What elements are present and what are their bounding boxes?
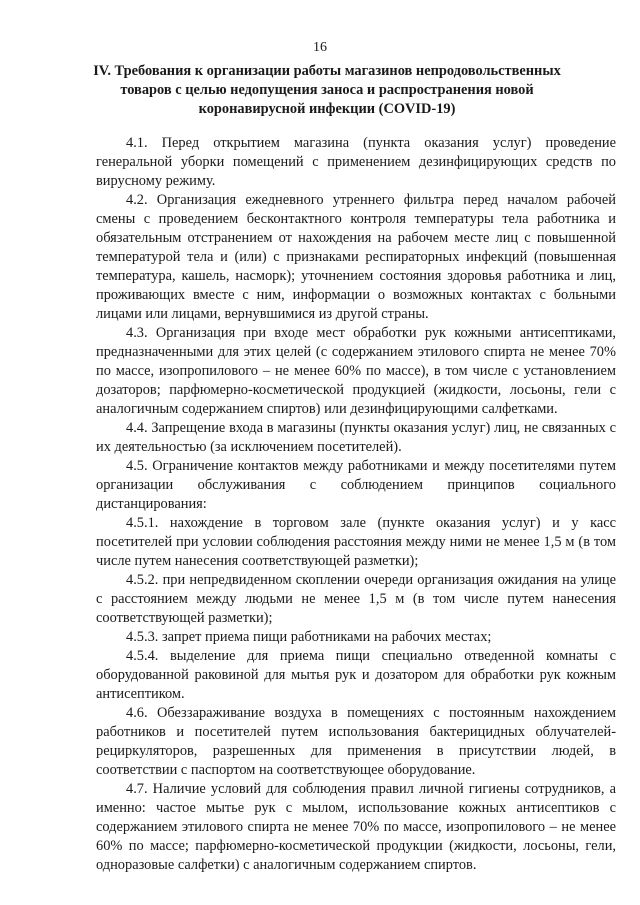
page-number: 16 <box>313 40 327 55</box>
paragraph-4-5-4: 4.5.4. выделение для приема пищи специально отведенной комнаты с оборудованной раковиной для мытья рук и дозатором для обработки рук кожным антисептиком. <box>96 648 616 702</box>
paragraph-4-5-1: 4.5.1. нахождение в торговом зале (пункте оказания услуг) и у касс посетителей при условии соблюдения расстояния между ними не менее 1,5 м (в том числе путем нанесения соответствующей разметки); <box>96 515 616 569</box>
paragraph-4-3: 4.3. Организация при входе мест обработки рук кожными антисептиками, предназначенными для этих целей (с содержанием этилового спирта не менее 70% по массе, изопропилового – не менее 60% по массе), в том числе с установлением дозаторов; парфюмерно-косметической продукцией (жидкости, лосьоны, гели с аналогичным содержанием спиртов) или дезинфицирующими салфетками. <box>96 325 616 417</box>
paragraph-4-5: 4.5. Ограничение контактов между работниками и между посетителями путем организации обслуживания с соблюдением принципов социального дистанцирования: <box>96 458 616 512</box>
paragraph-4-4: 4.4. Запрещение входа в магазины (пункты оказания услуг) лиц, не связанных с их деятельностью (за исключением посетителей). <box>96 420 616 455</box>
section-body <box>96 134 616 875</box>
paragraph-4-5-2: 4.5.2. при непредвиденном скоплении очереди организация ожидания на улице с расстоянием между людьми не менее 1,5 м (в том числе путем нанесения соответствующей разметки); <box>96 572 616 626</box>
section-heading: IV. Требования к организации работы магазинов непродовольственных товаров с целью недопущения заноса и распространения новой коронавирусной инфекции (COVID-19) <box>93 63 561 117</box>
paragraph-4-6: 4.6. Обеззараживание воздуха в помещениях с постоянным нахождением работников и посетителей путем использования бактерицидных облучателей-рециркуляторов, разрешенных для применения в присутствии людей, в соответствии с паспортом на соответствующее оборудование. <box>96 705 616 778</box>
paragraph-4-7: 4.7. Наличие условий для соблюдения правил личной гигиены сотрудников, а именно: частое мытье рук с мылом, использование кожных антисептиков с содержанием этилового спирта не менее 70% по массе, изопропилового – не менее 60% по массе; парфюмерно-косметической продукции (жидкости, лосьоны, гели, одноразовые салфетки) с аналогичным содержанием спиртов. <box>96 781 616 873</box>
paragraph-4-2: 4.2. Организация ежедневного утреннего фильтра перед началом рабочей смены с проведением бесконтактного контроля температуры тела работника и обязательным отстранением от нахождения на рабочем месте лиц с повышенной температурой тела и (или) с признаками респираторных инфекций (повышенная температура, кашель, насморк); уточнением состояния здоровья работника и лиц, проживающих вместе с ним, информации о возможных контактах с больными лицами или лицами, вернувшимися из другой страны. <box>96 192 616 322</box>
paragraph-4-1: 4.1. Перед открытием магазина (пункта оказания услуг) проведение генеральной уборки помещений с применением дезинфицирующих средств по вирусному режиму. <box>96 135 616 189</box>
paragraph-4-5-3: 4.5.3. запрет приема пищи работниками на рабочих местах; <box>126 629 492 645</box>
